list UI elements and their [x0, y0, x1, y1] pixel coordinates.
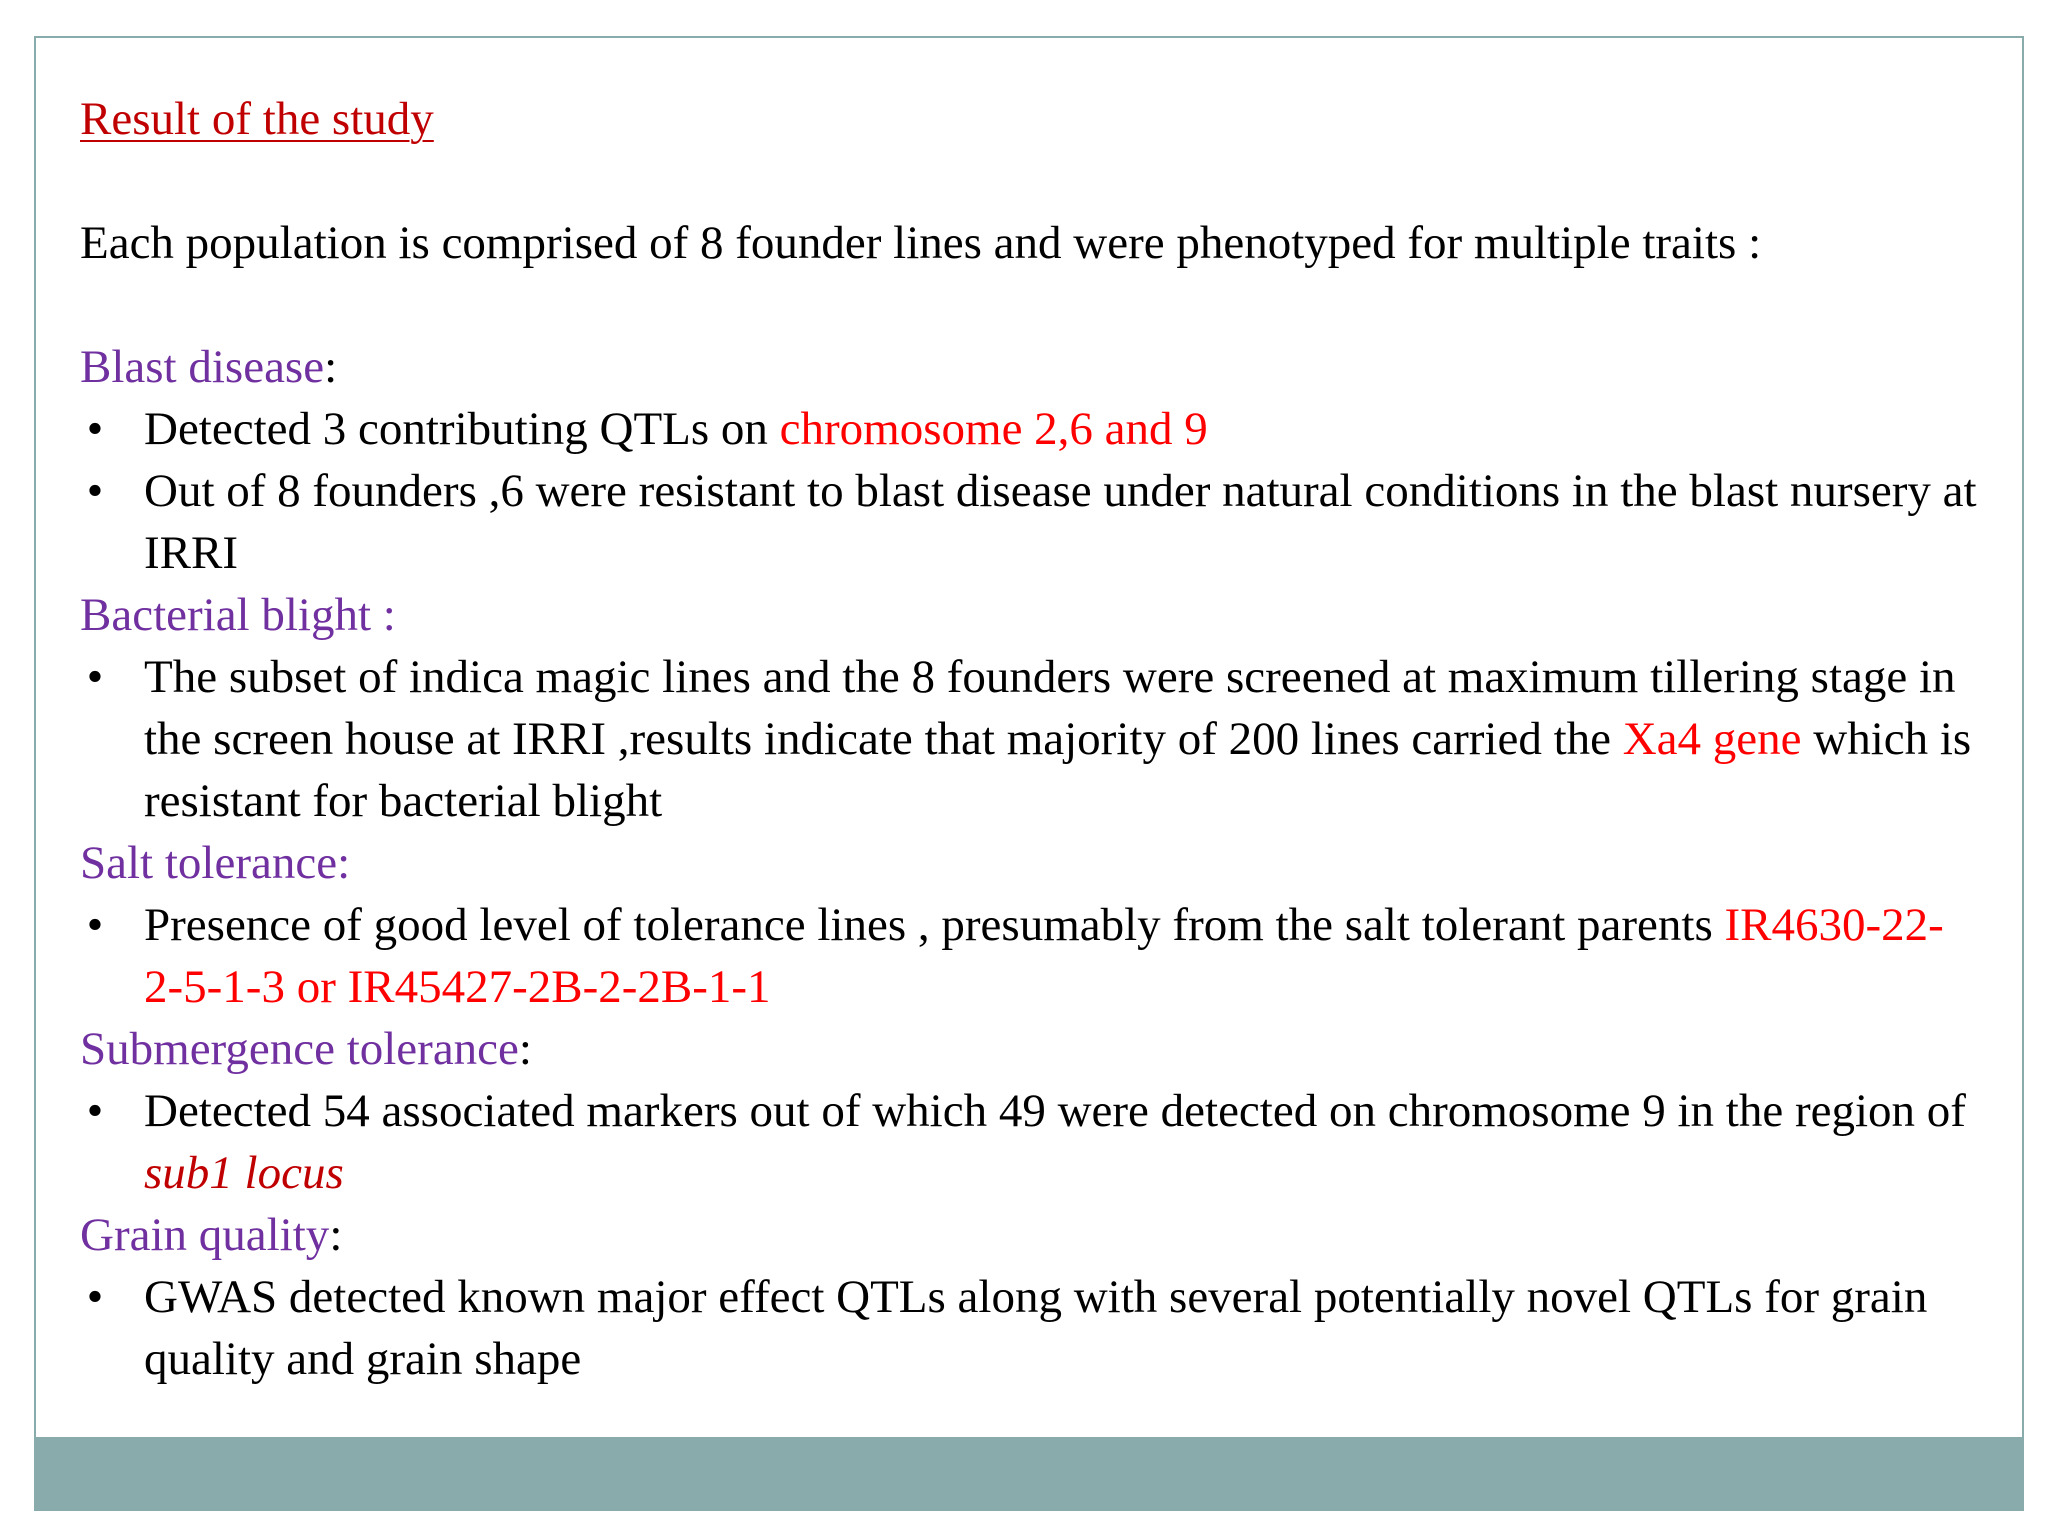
section-heading — [80, 832, 1980, 894]
footer-band — [36, 1437, 2022, 1509]
section-heading-suffix: : — [329, 1209, 343, 1261]
section-heading-label: Submergence tolerance — [80, 1023, 519, 1075]
bullet-highlight: Xa4 gene — [1622, 713, 1802, 765]
section-grain-quality — [80, 1204, 1980, 1390]
bullet-list — [80, 1266, 1980, 1390]
bullet-icon: • — [86, 651, 104, 703]
section-heading-suffix: : — [518, 1023, 532, 1075]
bullet-icon: • — [86, 465, 104, 517]
slide-title: Result of the study — [80, 93, 434, 145]
section-blast-disease — [80, 336, 1980, 584]
bullet-list — [80, 1080, 1980, 1204]
list-item — [80, 1080, 1980, 1204]
bullet-icon: • — [86, 1271, 104, 1323]
list-item — [80, 398, 1980, 460]
section-submergence-tolerance — [80, 1018, 1980, 1204]
section-heading — [80, 1204, 1980, 1266]
bullet-icon: • — [86, 899, 104, 951]
slide-content — [80, 88, 1980, 1390]
bullet-text: The subset of indica magic lines and the 8 founders were screened at maximum tillering stage in the screen house at IRRI ,results indicate that majority of 200 lines carried the — [144, 651, 1956, 765]
bullet-highlight: IR4630-22-2-5-1-3 or IR45427-2B-2-2B-1-1 — [144, 899, 1944, 1013]
list-item — [80, 646, 1980, 832]
section-heading-suffix: : — [324, 341, 338, 393]
section-bacterial-blight — [80, 584, 1980, 832]
bullet-text: Detected 54 associated markers out of which 49 were detected on chromosome 9 in the region of — [144, 1085, 1966, 1137]
section-heading-label: Bacterial blight : — [80, 589, 396, 641]
list-item — [80, 1266, 1980, 1390]
section-salt-tolerance — [80, 832, 1980, 1018]
section-heading-label: Blast disease — [80, 341, 325, 393]
list-item — [80, 460, 1980, 584]
section-heading — [80, 336, 1980, 398]
bullet-highlight: chromosome 2,6 and 9 — [779, 403, 1208, 455]
bullet-highlight: sub1 locus — [144, 1147, 344, 1199]
intro-text: Each population is comprised of 8 founder lines and were phenotyped for multiple traits : — [80, 217, 1762, 269]
bullet-list — [80, 398, 1980, 584]
bullet-list — [80, 646, 1980, 832]
bullet-text: Detected 3 contributing QTLs on — [144, 403, 780, 455]
bullet-icon: • — [86, 1085, 104, 1137]
bullet-text: Presence of good level of tolerance lines , presumably from the salt tolerant parents — [144, 899, 1725, 951]
section-heading — [80, 584, 1980, 646]
section-heading-label: Grain quality — [80, 1209, 330, 1261]
list-item — [80, 894, 1980, 1018]
bullet-text: GWAS detected known major effect QTLs along with several potentially novel QTLs for grain quality and grain shape — [144, 1271, 1928, 1385]
section-heading — [80, 1018, 1980, 1080]
bullet-text: Out of 8 founders ,6 were resistant to blast disease under natural conditions in the blast nursery at IRRI — [144, 465, 1977, 579]
bullet-list — [80, 894, 1980, 1018]
section-heading-label: Salt tolerance: — [80, 837, 351, 889]
bullet-icon: • — [86, 403, 104, 455]
slide-frame — [34, 36, 2024, 1511]
bullet-text-tail: which is resistant for bacterial blight — [144, 713, 1972, 827]
